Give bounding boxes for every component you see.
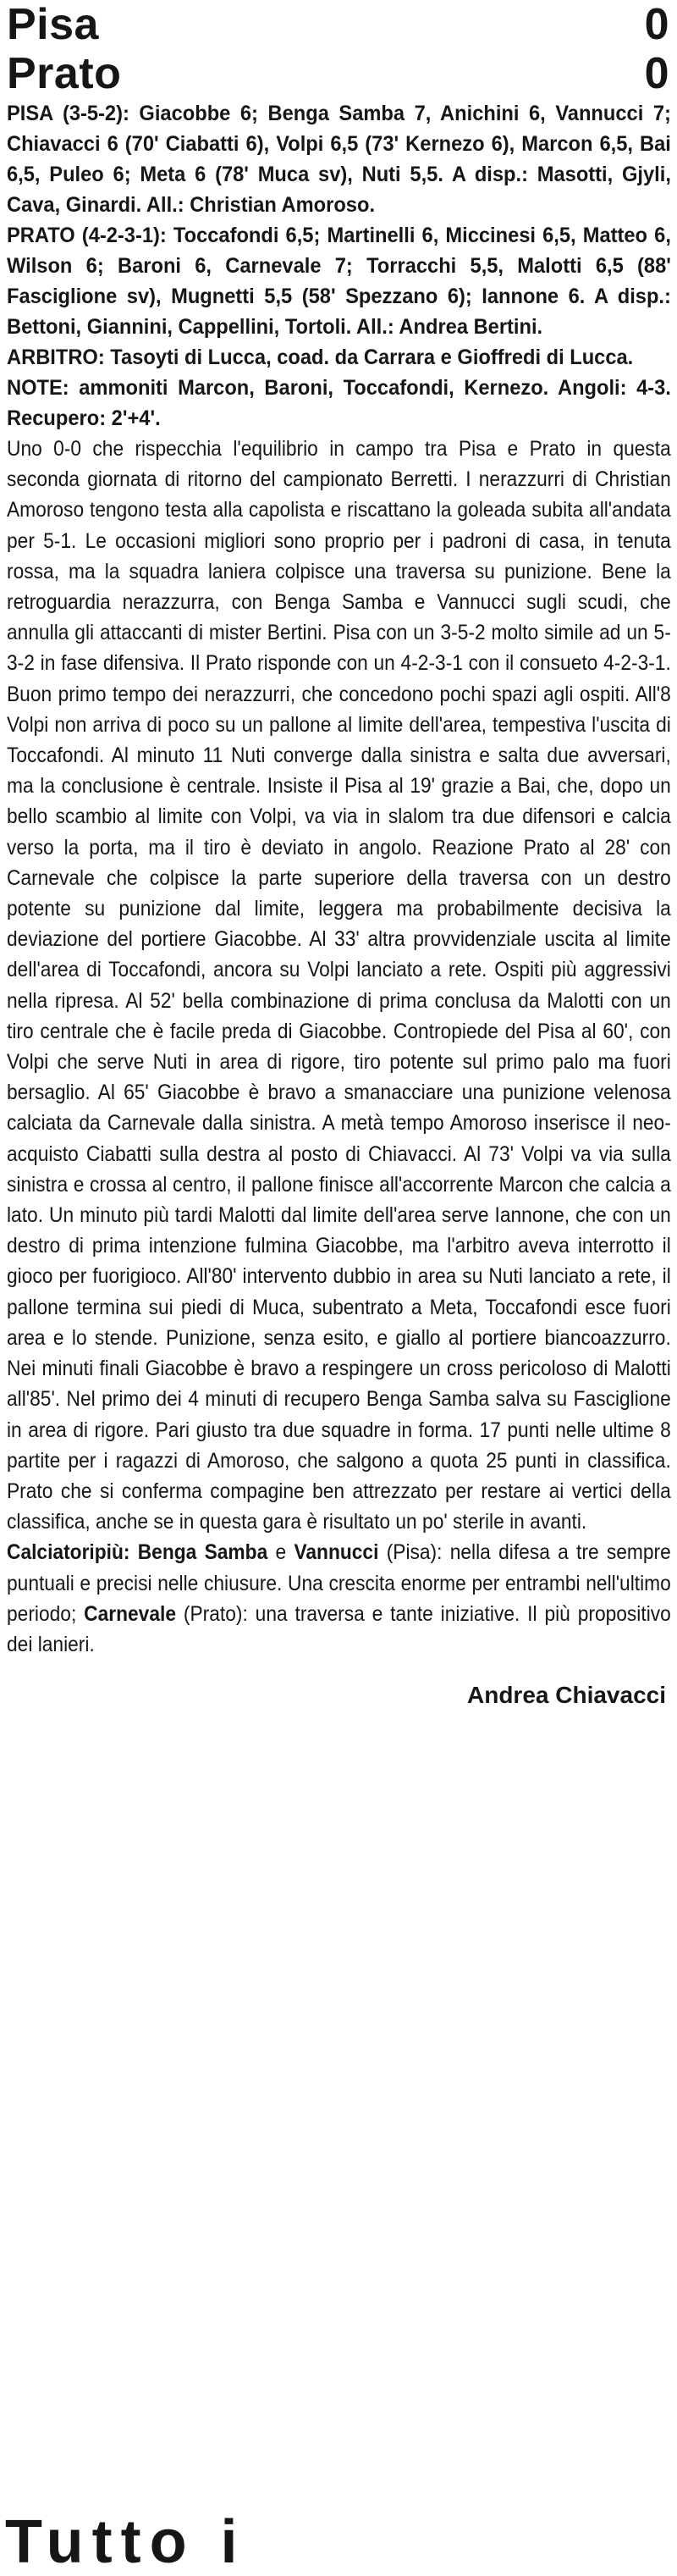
best-players-text: e (267, 1540, 294, 1565)
best-players-text: (Prato): una traversa e tante iniziative. Il più propositivo dei lanieri. (7, 1601, 671, 1656)
home-team-goals: 0 (644, 0, 669, 49)
away-lineup: PRATO (4-2-3-1): Toccafondi 6,5; Martinelli 6, Miccinesi 6,5, Matteo 6, Wilson 6; Baroni 6, Carnevale 7; Torracchi 5,5, Malotti 6,5 (88' Fasciglione sv), Mugnetti 5,5 (58' Spezzano 6); Iannone 6. A disp.: Bettoni, Giannini, Cappellini, Tortoli. All.: Andrea Bertini. (7, 224, 671, 339)
next-article-headline-cut (0, 2508, 677, 2576)
article-body: Uno 0-0 che rispecchia l'equilibrio in campo tra Pisa e Prato in questa seconda giornata di ritorno del campionato Berretti. I nerazzurri di Christian Amoroso tengono testa alla capolista e riscattano la goleada subita all'andata per 5-1. Le occasioni migliori sono proprio per i padroni di casa, in tenuta rossa, ma la squadra laniera colpisce una traversa su punizione. Bene la retroguardia nerazzurra, con Benga Samba e Vannucci sugli scudi, che annulla gli attaccanti di mister Bertini. Pisa con un 3-5-2 molto simile ad un 5-3-2 in fase difensiva. Il Prato risponde con un 4-2-3-1 con il consueto 4-2-3-1. Buon primo tempo dei nerazzurri, che concedono pochi spazi agli ospiti. All'8 Volpi non arriva di poco su un pallone al limite dell'area, tempestiva l'uscita di Toccafondi. Al minuto 11 Nuti converge dalla sinistra e salta due avversari, ma la conclusione è centrale. Insiste il Pisa al 19' grazie a Bai, che, dopo un bello scambio al limite con Volpi, va via in slalom tra due difensori e calcia verso la porta, ma il tiro è deviato in angolo. Reazione Prato al 28' con Carnevale che colpisce la parte superiore della traversa con un destro potente su punizione dal limite, leggera ma probabilmente decisiva la deviazione del portiere Giacobbe. Al 33' altra provvidenziale uscita al limite dell'area di Toccafondi, ancora su Volpi lanciato a rete. Ospiti più aggressivi nella ripresa. Al 52' bella combinazione di prima conclusa da Malotti con un tiro centrale che è facile preda di Giacobbe. Contropiede del Pisa al 60', con Volpi che serve Nuti in area di rigore, tiro potente sul primo palo ma fuori bersaglio. Al 65' Giacobbe è bravo a smanacciare una punizione velenosa calciata da Carnevale dalla sinistra. A metà tempo Amoroso inserisce il neo-acquisto Ciabatti sulla destra al posto di Chiavacci. Al 73' Volpi va via sulla sinistra e crossa al centro, il pallone finisce all'accorrente Marcon che calcia a lato. Un minuto più tardi Malotti dal limite dell'area serve Iannone, che con un destro di prima intenzione fulmina Giacobbe, ma l'arbitro aveva interrotto il gioco per fuorigioco. All'80' intervento dubbio in area su Nuti lanciato a rete, il pallone termina sui piedi di Muca, subentrato a Meta, Toccafondi esce fuori area e lo stende. Punizione, senza esito, e giallo al portiere biancoazzurro. Nei minuti finali Giacobbe è bravo a respingere un cross pericoloso di Malotti all'85'. Nel primo dei 4 minuti di recupero Benga Samba salva su Fasciglione in area di rigore. Pari giusto tra due squadre in forma. 17 punti nelle ultime 8 partite per i ragazzi di Amoroso, che salgono a quota 25 punti in classifica. Prato che si conferma compagine ben attrezzato per restare ai vertici della classifica, anche se in questa gara è risultato un po' sterile in avanti. (7, 437, 671, 1534)
best-players-paragraph (7, 1537, 671, 1660)
home-team-name: Pisa (7, 0, 99, 49)
best-player-name: Benga Samba (137, 1540, 268, 1565)
best-players-text: (Pisa): nella difesa a tre sempre puntuali e precisi nelle chiusure. Una crescita enorme per entrambi nell'ultimo periodo; (7, 1540, 671, 1626)
away-team-name: Prato (7, 49, 122, 98)
author-signature: Andrea Chiavacci (467, 1682, 666, 1709)
referee-info: ARBITRO: Tasoyti di Lucca, coad. da Carrara e Gioffredi di Lucca. (7, 345, 634, 369)
home-lineup: PISA (3-5-2): Giacobbe 6; Benga Samba 7, Anichini 6, Vannucci 7; Chiavacci 6 (70' Ciabatti 6), Volpi 6,5 (73' Kernezo 6), Marcon 6,5, Bai 6,5, Puleo 6; Meta 6 (78' Muca sv), Nuti 5,5. A disp.: Masotti, Gjyli, Cava, Ginardi. All.: Christian Amoroso. (7, 102, 671, 217)
match-notes: NOTE: ammoniti Marcon, Baroni, Toccafondi, Kernezo. Angoli: 4-3. Recupero: 2'+4'. (7, 376, 671, 430)
best-player-name: Vannucci (294, 1540, 379, 1565)
away-score-row (7, 49, 671, 98)
away-team-goals: 0 (644, 49, 669, 98)
next-headline-text: Tutto i (5, 2508, 246, 2576)
best-player-name: Carnevale (84, 1601, 177, 1626)
match-report (7, 0, 671, 1712)
home-score-row (7, 0, 671, 49)
best-players-label: Calciatoripiù: (7, 1540, 130, 1565)
